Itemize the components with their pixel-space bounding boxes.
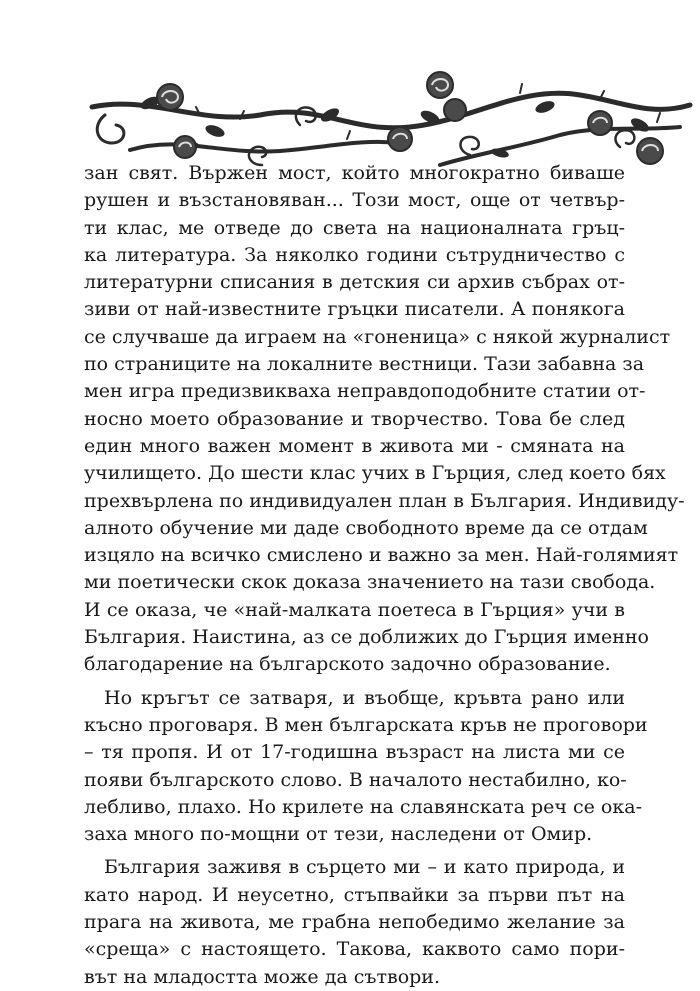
text-line: училището. До шести клас учих в Гърция, след което бях [84, 462, 666, 485]
text-line: «среща» с настоящето. Такова, каквото само пори- [84, 938, 625, 961]
text-line: рушен и възстановяван... Този мост, още от четвър- [84, 189, 625, 212]
text-line: Но кръгът се затваря, и въобще, кръвта рано или [104, 686, 625, 709]
paragraph [84, 160, 685, 679]
text-line: благодарение на българското задочно образование. [84, 653, 611, 676]
text-line: – тя пропя. И от 17-годишна възраст на листа ми се [84, 741, 625, 764]
text-line: ка литература. За няколко години сътрудничество с [84, 243, 625, 266]
text-line: прага на живота, ме грабна непобедимо желание за [84, 911, 625, 934]
text-line: И се оказа, че «най-малката поетеса в Гърция» учи в [84, 598, 625, 621]
text-line: като народ. И неусетно, стъпвайки за първи път на [84, 883, 625, 906]
text-line: вът на младостта може да сътвори. [84, 965, 440, 988]
text-line: изцяло на всичко смислено и важно за мен. Най-голямият [84, 544, 679, 567]
text-line: зиви от най-известните гръцки писатели. А понякога [84, 298, 625, 321]
text-line: България. Наистина, аз се доближих до Гърция именно [84, 626, 649, 649]
text-line: заха много по-мощни от тези, наследени от Омир. [84, 823, 593, 846]
paragraph [84, 685, 648, 849]
text-line: България заживя в сърцето ми – и като природа, и [104, 856, 625, 879]
text-line: зан свят. Вържен мост, който многократно биваше [84, 162, 625, 184]
text-line: литературни списания в детския си архив събрах от- [84, 271, 625, 294]
text-line: появи българското слово. В началото нестабилно, ко- [84, 768, 627, 791]
text-line: мен игра предизвикваха неправдоподобните статии от- [84, 380, 646, 403]
text-line: късно проговаря. В мен българската кръв не проговори [84, 713, 648, 736]
text-line: се случваше да играем на «гоненица» с някой журналист [84, 325, 671, 348]
body-text [84, 160, 685, 991]
paragraph [84, 854, 625, 990]
text-line: по страниците на локалните вестници. Тази забавна за [84, 353, 645, 376]
text-line: ти клас, ме отведе до света на националната гръц- [84, 216, 625, 239]
text-line: лебливо, плахо. Но крилете на славянската реч се ока- [84, 795, 642, 818]
text-line: ми поетически скок доказа значението на тази свобода. [84, 571, 656, 594]
rose-vine-ornament [0, 55, 700, 175]
text-line: един много важен момент в живота ми - смяната на [84, 434, 625, 457]
text-line: носно моето образование и творчество. Това бе след [84, 407, 625, 430]
text-line: прехвърлена по индивидуален план в България. Индивиду- [84, 489, 685, 512]
text-line: алното обучение ми даде свободното време да се отдам [84, 516, 648, 539]
